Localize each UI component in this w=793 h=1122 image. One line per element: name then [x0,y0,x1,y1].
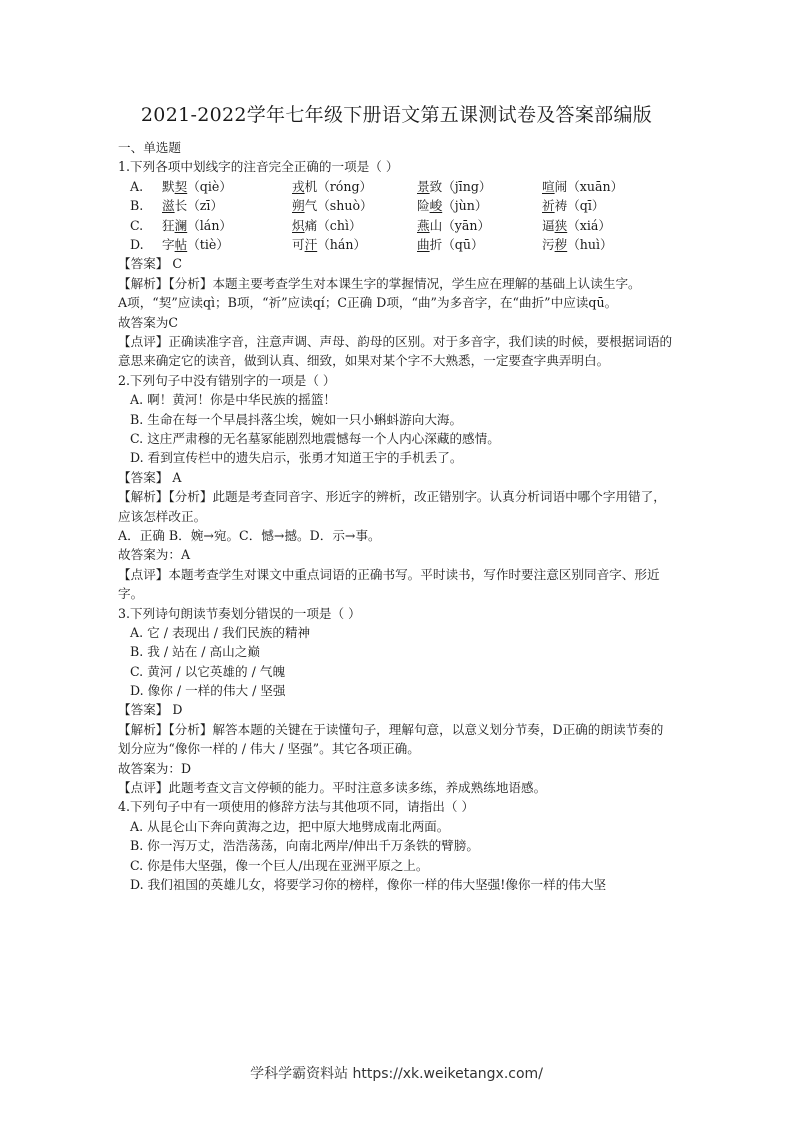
question-2-option-c: C. 这庄严肃穆的无名墓冢能剧烈地震憾每一个人内心深藏的感情。 [130,430,500,446]
word-suffix: （jùn） [442,198,488,214]
document-body [118,138,674,894]
question-4-option-b: B. 你一泻万丈，浩浩荡荡，向南北两岸/伸出千万条铁的臂膀。 [130,838,479,854]
question-2-analysis-detail: A．正确 B．婉→宛。C．憾→撼。D．示→事。 [118,527,381,543]
question-3-answer: 【答案】 D [118,702,183,718]
option-label: B. [130,198,144,214]
word-suffix: 折（qū） [429,236,484,252]
option-label: C. [130,217,144,233]
underlined-character: 景 [417,178,430,194]
underlined-character: 秽 [554,236,568,252]
word-suffix: 闹（xuān） [554,178,624,194]
option-word [292,177,417,196]
underlined-character: 燕 [417,217,430,233]
word-suffix: （xiá） [567,217,612,233]
section-heading: 一、单选题 [118,140,181,155]
underlined-character: 帖 [174,236,188,252]
option-word [162,216,292,235]
question-3-option-d: D. 像你 / 一样的伟大 / 坚强 [130,683,286,699]
question-1-stem: 1.下列各项中划线字的注音完全正确的一项是（ ） [118,159,399,175]
underlined-character: 喧 [542,178,555,194]
option-label: A. [130,178,144,194]
question-4-stem: 4.下列句子中有一项使用的修辞方法与其他项不同，请指出（ ） [118,799,475,815]
option-label: D. [130,236,144,252]
question-1-option-a [118,177,674,196]
underlined-character: 炽 [292,217,305,233]
option-word [542,216,662,235]
question-1-analysis: 【解析】【分析】本题主要考查学生对本课生字的掌握情况，学生应在理解的基础上认读生字。 [118,275,641,291]
question-4-option-c: C. 你是伟大坚强，像一个巨人/出现在亚洲平原之上。 [130,857,429,873]
option-word [292,216,417,235]
option-word [162,196,292,215]
question-1-option-c [118,216,674,235]
question-1-analysis-detail: A项，“契”应读qì；B项，“祈”应读qí；C正确 D项，“曲”为多音字，在“曲折”中应读qū。 [118,295,618,311]
option-word [162,235,292,254]
question-1-answer: 【答案】 C [118,256,183,272]
word-suffix: 山（yān） [429,217,491,233]
question-3-option-c: C. 黄河 / 以它英雄的 / 气魄 [130,663,286,679]
question-3-analysis: 【解析】【分析】解答本题的关键在于读懂句子，理解句意，以意义划分节奏，D正确的朗读节奏的划分应为“像你一样的 / 伟大 / 坚强”。其它各项正确。 [118,721,664,757]
question-1-option-b [118,196,674,215]
question-2-answer: 【答案】 A [118,469,182,485]
word-suffix: 机（róng） [304,178,373,194]
option-word [162,177,292,196]
question-1-options [118,177,674,255]
underlined-character: 契 [174,178,188,194]
underlined-character: 滋 [162,198,175,214]
word-suffix: 痛（chì） [304,217,362,233]
question-2-option-b: B. 生命在每一个早晨抖落尘埃，婉如一只小蝌蚪游向大海。 [130,411,463,427]
question-1-comment: 【点评】正确读准字音，注意声调、声母、韵母的区别。对于多音字，我们读的时候，要根据词语的意思来确定它的读音，做到认真、细致，如果对某个字不大熟悉，一定要查字典弄明白。 [118,333,673,369]
word-suffix: （hán） [317,236,367,252]
option-word [292,196,417,215]
question-3-stem: 3.下列诗句朗读节奏划分错误的一项是（ ） [118,605,361,621]
question-3-comment: 【点评】此题考查文言文停顿的能力。平时注意多读多练，养成熟练地语感。 [118,780,547,796]
word-prefix: 污 [542,236,555,252]
word-prefix: 狂 [162,217,175,233]
question-2-option-a: A. 啊！黄河！你是中华民族的摇篮！ [130,392,337,408]
word-prefix: 可 [292,236,305,252]
option-word [542,235,662,254]
word-prefix: 字 [162,236,175,252]
underlined-character: 祈 [542,198,555,214]
question-3-option-a: A. 它 / 表现出 / 我们民族的精神 [130,624,311,640]
question-3-conclusion: 故答案为：D [118,760,192,776]
question-2-conclusion: 故答案为：A [118,547,191,563]
question-2-option-d: D. 看到宣传栏中的遗失启示，张勇才知道王宇的手机丢了。 [130,450,463,466]
page-footer: 学科学霸资料站 https://xk.weiketangx.com/ [250,1066,543,1082]
option-word [417,235,542,254]
underlined-character: 狭 [554,217,568,233]
word-suffix: 致（jīng） [429,178,492,194]
word-prefix: 默 [162,178,175,194]
question-1-option-d [118,235,674,254]
option-word [542,177,662,196]
option-word [417,216,542,235]
option-word [292,235,417,254]
question-4-option-d: D. 我们祖国的英雄儿女，将要学习你的榜样，像你一样的伟大坚强!像你一样的伟大坚 [130,877,607,892]
question-2-stem: 2.下列句子中没有错别字的一项是（ ） [118,372,336,388]
option-word [417,177,542,196]
underlined-character: 朔 [292,198,305,214]
word-suffix: 长（zī） [174,198,224,214]
question-4-option-a: A. 从昆仑山下奔向黄海之边，把中原大地劈成南北两面。 [130,818,450,834]
option-word [542,196,662,215]
question-2-analysis: 【解析】【分析】此题是考查同音字、形近字的辨析，改正错别字。认真分析词语中哪个字用错了，应该怎样改正。 [118,489,666,524]
word-prefix: 险 [417,198,430,214]
underlined-character: 戎 [292,178,305,194]
underlined-character: 澜 [174,217,188,233]
page-title: 2021-2022学年七年级下册语文第五课测试卷及答案部编版 [140,104,653,126]
word-suffix: （lán） [187,217,233,233]
question-1-conclusion: 故答案为C [118,314,179,330]
underlined-character: 峻 [429,198,443,214]
word-suffix: （qiè） [187,178,232,194]
word-suffix: （tiè） [187,236,229,252]
question-2-comment: 【点评】本题考查学生对课文中重点词语的正确书写。平时读书，写作时要注意区别同音字、形近字。 [118,566,660,602]
word-suffix: （huì） [567,236,613,252]
question-3-option-b: B. 我 / 站在 / 高山之巅 [130,644,260,660]
underlined-character: 曲 [417,236,430,252]
underlined-character: 汗 [304,236,318,252]
word-suffix: 祷（qī） [554,198,605,214]
option-word [417,196,542,215]
word-prefix: 逼 [542,217,555,233]
word-suffix: 气（shuò） [304,198,373,214]
